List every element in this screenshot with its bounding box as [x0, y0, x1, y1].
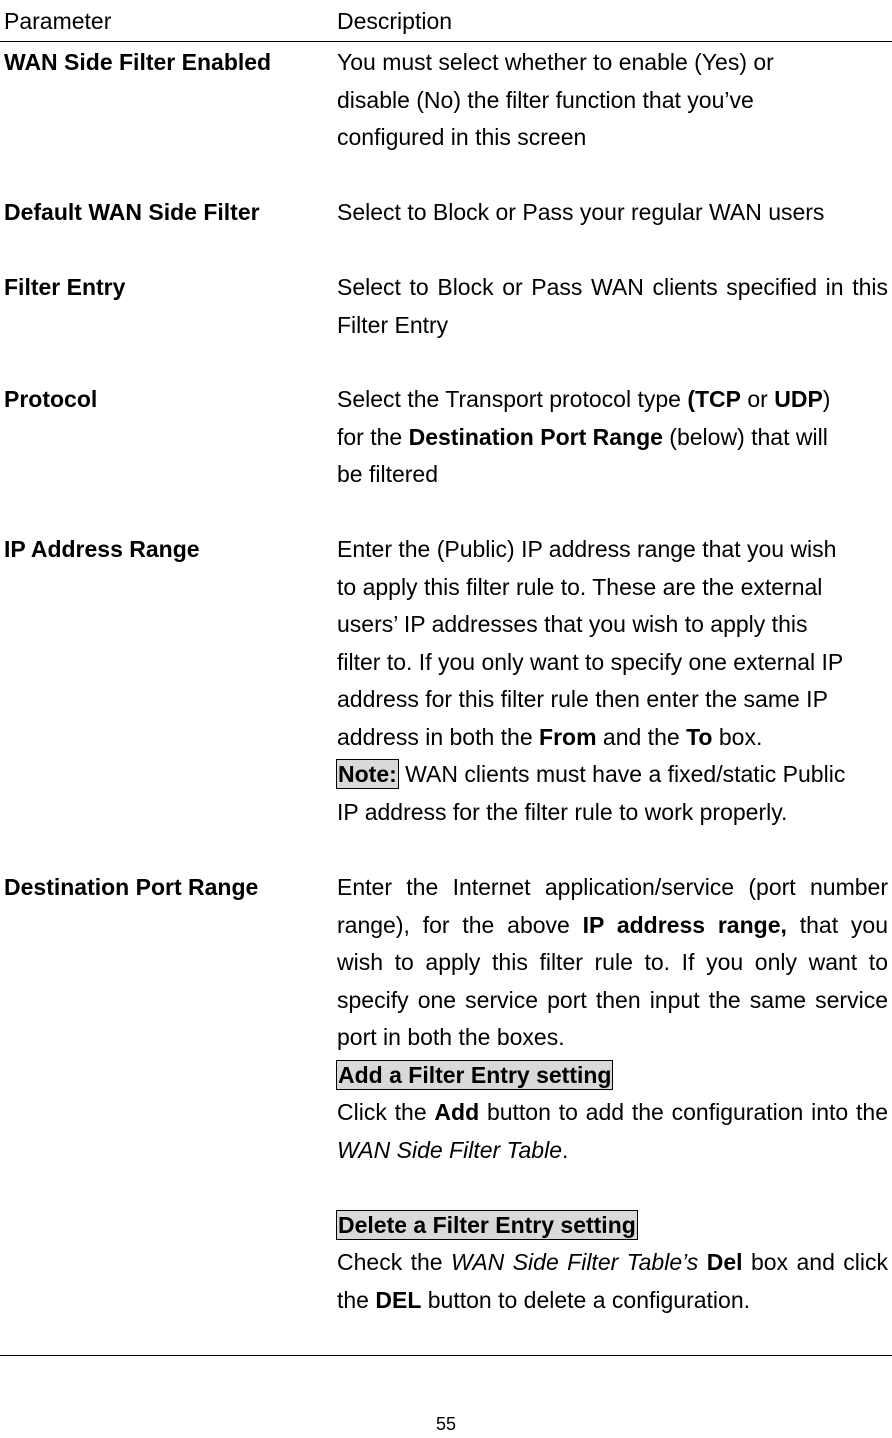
- note-line: IP address for the filter rule to work properly.: [337, 798, 788, 825]
- description-text: Select to Block or Pass WAN clients specified in this Filter Entry: [337, 274, 888, 338]
- column-header-description: Description: [337, 8, 453, 34]
- note-label: Note:: [338, 761, 397, 787]
- description-line: filter to. If you only want to specify one external IP: [337, 648, 844, 675]
- description-line: Select to Block or Pass your regular WAN users: [337, 199, 825, 225]
- description-line: users’ IP addresses that you wish to apply this: [337, 611, 808, 637]
- parameter-name: Filter Entry: [4, 274, 126, 300]
- description-line: address for this filter rule then enter the same IP: [337, 686, 828, 712]
- parameter-name: IP Address Range: [4, 536, 200, 562]
- parameter-name: Default WAN Side Filter: [4, 199, 260, 225]
- column-header-parameter: Parameter: [4, 8, 112, 34]
- parameter-description: [337, 194, 888, 232]
- description-line: address in both the From and the To box.: [337, 723, 763, 750]
- description-line: Enter the (Public) IP address range that you wish: [337, 536, 837, 562]
- parameter-description: [337, 869, 888, 1319]
- description-paragraph: Click the Add button to add the configuration into the WAN Side Filter Table.: [337, 1099, 888, 1163]
- parameter-description: [337, 44, 888, 157]
- description-line: disable (No) the filter function that you’ve: [337, 86, 754, 113]
- description-line: to apply this filter rule to. These are the external: [337, 573, 823, 600]
- add-filter-heading: Add a Filter Entry setting: [338, 1061, 612, 1088]
- parameter-name: Protocol: [4, 386, 98, 412]
- parameter-description: [337, 269, 888, 344]
- description-line: configured in this screen: [337, 124, 587, 150]
- parameter-description: [337, 381, 888, 494]
- description-line: for the Destination Port Range (below) that will: [337, 423, 828, 450]
- description-line: be filtered: [337, 461, 439, 487]
- description-line: You must select whether to enable (Yes) or: [337, 49, 774, 75]
- delete-filter-heading: Delete a Filter Entry setting: [338, 1211, 636, 1238]
- header-divider: [0, 41, 892, 42]
- spacer: [337, 1169, 888, 1207]
- table-bottom-divider: [0, 1355, 892, 1356]
- note-line: Note: WAN clients must have a fixed/static Public: [338, 761, 846, 787]
- description-paragraph: Enter the Internet application/service (port number range), for the above IP address range, that you wish to apply this filter rule to. If you only want to specify one service port then input the same service port in both the boxes.: [337, 874, 888, 1050]
- parameter-name: WAN Side Filter Enabled: [4, 49, 272, 75]
- parameter-description: [337, 531, 888, 831]
- description-line: Select the Transport protocol type (TCP or UDP): [337, 386, 831, 412]
- section-heading: [337, 1207, 888, 1245]
- parameter-name: Destination Port Range: [4, 874, 259, 900]
- section-heading: [337, 1057, 888, 1095]
- table-header: [4, 3, 892, 39]
- page-number: 55: [435, 1414, 457, 1434]
- description-paragraph: Check the WAN Side Filter Table’s Del box and click the DEL button to delete a configuration.: [337, 1249, 888, 1313]
